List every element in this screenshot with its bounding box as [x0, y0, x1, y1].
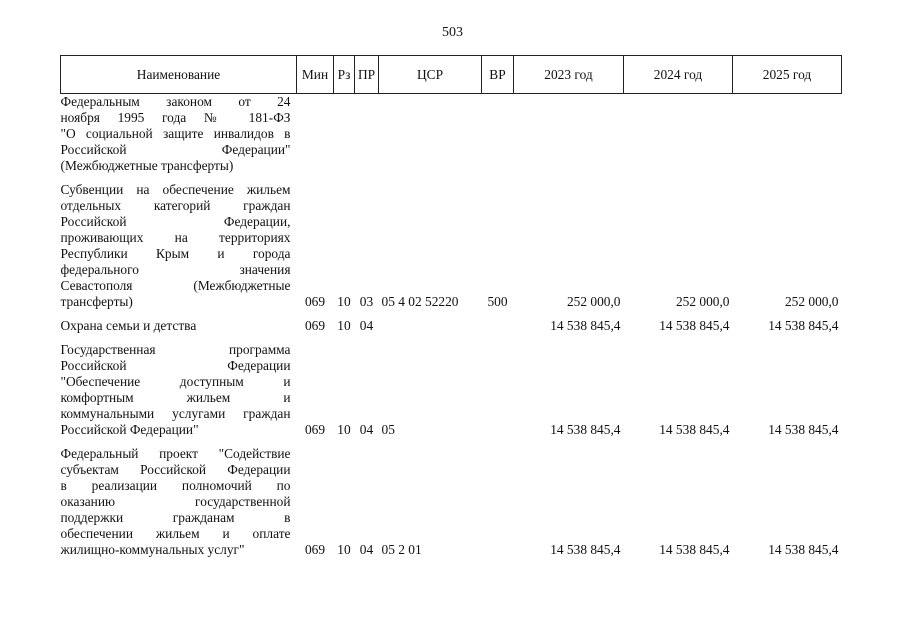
col-header-2023: 2023 год — [514, 56, 624, 94]
name-line: "Обеспечение доступным и — [60, 374, 291, 389]
cell-min: 069 — [304, 294, 326, 309]
row-spacer-cell — [61, 334, 842, 342]
cell-2024: 14 538 845,4 — [659, 542, 730, 557]
cell-vr — [482, 94, 514, 175]
name-line: отдельных категорий граждан — [60, 198, 291, 213]
name-line: жилищно-коммунальных услуг" — [60, 542, 245, 557]
cell-rz: 10 — [337, 318, 351, 333]
cell-name — [61, 94, 297, 175]
table-body — [61, 94, 842, 559]
name-line: Российской Федерации" — [60, 142, 291, 157]
col-header-pr: ПР — [355, 56, 379, 94]
budget-table-container — [60, 55, 842, 558]
row-spacer — [61, 334, 842, 342]
cell-pr: 04 — [359, 318, 374, 333]
name-line: "О социальной защите инвалидов в — [60, 126, 291, 141]
name-line: (Межбюджетные трансферты) — [60, 158, 234, 173]
cell-csr — [379, 94, 482, 175]
cell-rz: 10 — [337, 294, 351, 309]
name-line: Российской Федерации, — [60, 214, 291, 229]
name-line: Федеральным законом от 24 — [60, 94, 291, 109]
name-line: Республики Крым и города — [60, 246, 291, 261]
cell-2025: 252 000,0 — [784, 294, 839, 309]
cell-2023 — [514, 94, 624, 175]
cell-vr: 500 — [487, 294, 508, 309]
name-line: оказанию государственной — [60, 494, 291, 509]
cell-2024: 14 538 845,4 — [659, 422, 730, 437]
cell-name — [61, 446, 297, 558]
row-spacer — [61, 438, 842, 446]
col-header-2025: 2025 год — [733, 56, 842, 94]
cell-csr: 05 2 01 — [381, 542, 422, 557]
cell-rz: 10 — [337, 422, 351, 437]
cell-name — [61, 342, 297, 438]
cell-2025 — [733, 94, 842, 175]
cell-min: 069 — [304, 318, 326, 333]
col-header-2024: 2024 год — [624, 56, 733, 94]
cell-csr: 05 4 02 52220 — [381, 294, 459, 309]
table-row — [61, 342, 842, 438]
col-header-rz: Рз — [334, 56, 355, 94]
cell-vr — [482, 318, 514, 334]
cell-2024: 252 000,0 — [675, 294, 730, 309]
col-header-vr: ВР — [482, 56, 514, 94]
name-line: Российской Федерации" — [60, 422, 199, 437]
cell-name — [61, 318, 297, 334]
table-row — [61, 182, 842, 310]
cell-vr — [482, 342, 514, 438]
name-line: Федеральный проект "Содействие — [60, 446, 291, 461]
page-number: 503 — [442, 25, 463, 40]
name-line: федерального значения — [60, 262, 291, 277]
name-line: коммунальными услугами граждан — [60, 406, 291, 421]
cell-2023: 14 538 845,4 — [550, 542, 621, 557]
col-header-csr: ЦСР — [379, 56, 482, 94]
name-line: ноября 1995 года № 181-ФЗ — [60, 110, 291, 125]
cell-pr: 04 — [359, 422, 374, 437]
name-line: Российской Федерации — [60, 358, 291, 373]
name-line: комфортным жильем и — [60, 390, 291, 405]
name-line: трансферты) — [60, 294, 133, 309]
row-spacer-cell — [61, 174, 842, 182]
cell-2025: 14 538 845,4 — [768, 318, 839, 333]
row-spacer — [61, 174, 842, 182]
name-line: обеспечении жильем и оплате — [60, 526, 291, 541]
cell-2025: 14 538 845,4 — [768, 542, 839, 557]
row-spacer-cell — [61, 310, 842, 318]
table-header-row — [61, 56, 842, 94]
cell-name — [61, 182, 297, 310]
name-line: в реализации полномочий по — [60, 478, 291, 493]
cell-2024 — [624, 94, 733, 175]
table-row — [61, 446, 842, 558]
cell-csr: 05 — [381, 422, 395, 437]
cell-rz: 10 — [337, 542, 351, 557]
name-line: Севастополя (Межбюджетные — [60, 278, 291, 293]
row-spacer-cell — [61, 438, 842, 446]
cell-2025: 14 538 845,4 — [768, 422, 839, 437]
name-line: Субвенции на обеспечение жильем — [60, 182, 291, 197]
row-spacer — [61, 310, 842, 318]
name-line: поддержки гражданам в — [60, 510, 291, 525]
cell-min: 069 — [304, 422, 326, 437]
name-line: Охрана семьи и детства — [60, 318, 197, 333]
cell-2023: 14 538 845,4 — [550, 422, 621, 437]
cell-csr — [379, 318, 482, 334]
budget-table — [60, 55, 842, 558]
cell-rz — [334, 94, 355, 175]
name-line: Государственная программа — [60, 342, 291, 357]
cell-min — [297, 94, 334, 175]
cell-min: 069 — [304, 542, 326, 557]
cell-vr — [482, 446, 514, 558]
col-header-name: Наименование — [61, 56, 297, 94]
cell-pr — [355, 94, 379, 175]
name-line: субъектам Российской Федерации — [60, 462, 291, 477]
cell-2024: 14 538 845,4 — [659, 318, 730, 333]
cell-2023: 252 000,0 — [566, 294, 621, 309]
table-row — [61, 318, 842, 334]
cell-pr: 03 — [359, 294, 374, 309]
col-header-min: Мин — [297, 56, 334, 94]
cell-pr: 04 — [359, 542, 374, 557]
name-line: проживающих на территориях — [60, 230, 291, 245]
table-row — [61, 94, 842, 175]
cell-2023: 14 538 845,4 — [550, 318, 621, 333]
